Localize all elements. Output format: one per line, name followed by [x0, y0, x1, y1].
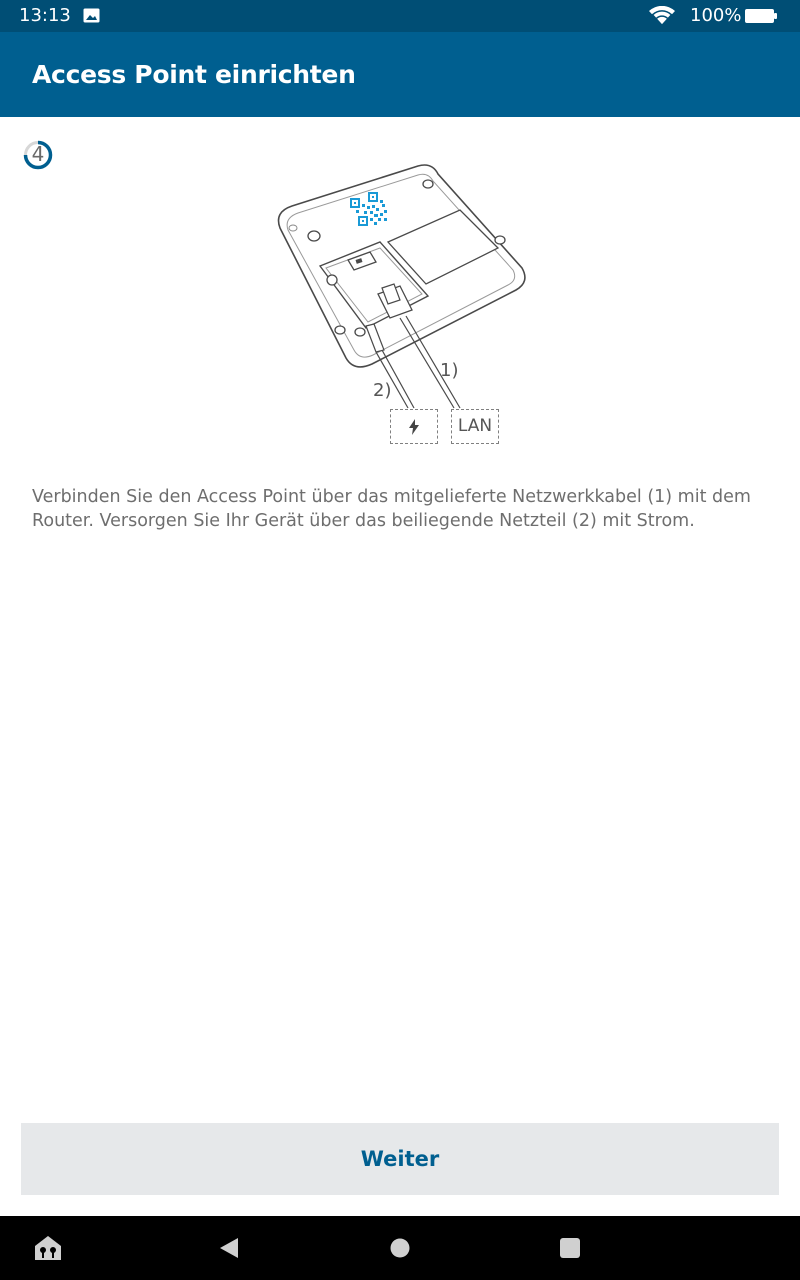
app-bar: [0, 32, 800, 117]
step-number: 4: [31, 142, 45, 166]
status-bar: [0, 0, 800, 32]
lan-port-box: [451, 409, 499, 444]
lan-port-label: LAN: [457, 416, 493, 436]
battery-percentage: 100%: [690, 5, 742, 26]
status-time: 13:13: [19, 5, 71, 26]
lan-cable-label: 1): [440, 360, 459, 381]
home-app-icon[interactable]: [33, 1234, 63, 1262]
power-cable-label: 2): [373, 380, 392, 401]
recents-icon[interactable]: [560, 1238, 580, 1258]
lightning-icon: [407, 418, 421, 436]
page-title: Access Point einrichten: [32, 60, 356, 89]
system-nav-bar: [0, 1216, 800, 1280]
battery-icon: [745, 9, 777, 23]
access-point-drawing: [270, 160, 532, 450]
home-icon[interactable]: [389, 1237, 411, 1259]
power-port-box: [390, 409, 438, 444]
device-illustration: [270, 160, 532, 450]
image-icon: [83, 8, 100, 23]
back-icon[interactable]: [218, 1237, 240, 1259]
next-button[interactable]: Weiter: [21, 1123, 779, 1195]
instruction-text: Verbinden Sie den Access Point über das mitgelieferte Netzwerkkabel (1) mit dem Router. Versorgen Sie Ihr Gerät über das beiliegende Netzteil (2) mit Strom.: [32, 487, 751, 531]
wifi-icon: [648, 6, 676, 26]
step-indicator: [23, 140, 53, 170]
